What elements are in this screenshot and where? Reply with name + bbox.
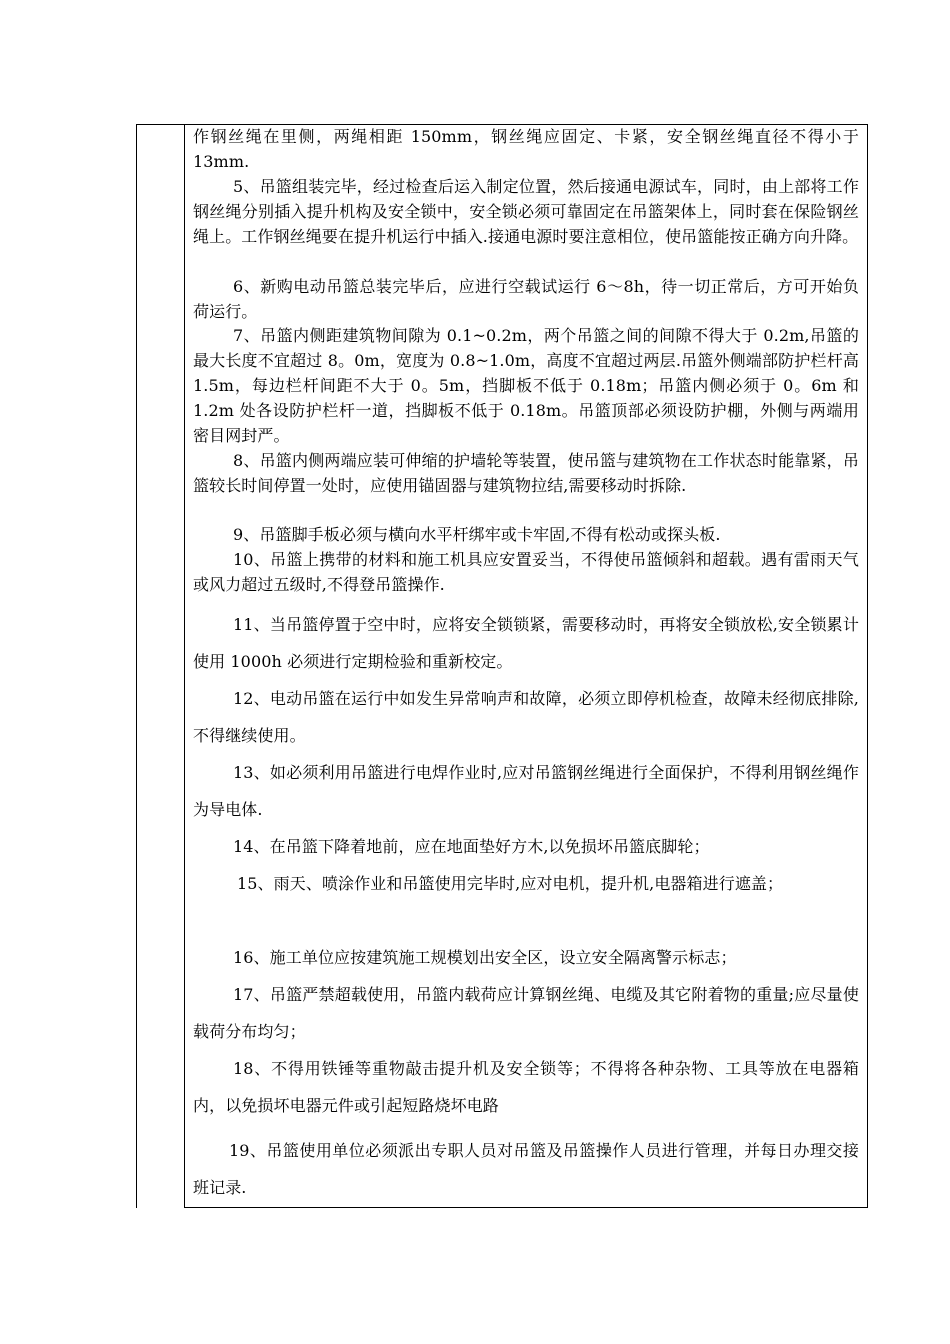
table-bottom-border <box>184 1207 868 1208</box>
paragraph-item-9: 9、吊篮脚手板必须与横向水平杆绑牢或卡牢固,不得有松动或探头板. <box>233 525 721 544</box>
paragraph-item-10: 10、吊篮上携带的材料和施工机具应安置妥当，不得使吊篮倾斜和超载。遇有雷雨天气或风力超过五级时,不得登吊篮操作. <box>193 550 859 594</box>
paragraph-item-5: 5、吊篮组装完毕，经过检查后运入制定位置，然后接通电源试车，同时，由上部将工作钢丝绳分别插入提升机构及安全锁中，安全锁必须可靠固定在吊篮架体上，同时套在保险钢丝绳上。工作钢丝绳要在提升机运行中插入.接通电源时要注意相位，使吊篮能按正确方向升降。 <box>193 177 859 246</box>
paragraph-continuation: 作钢丝绳在里侧，两绳相距 150mm，钢丝绳应固定、卡紧，安全钢丝绳直径不得小于 13mm. <box>193 127 859 171</box>
paragraph-item-11: 11、当吊篮停置于空中时，应将安全锁锁紧，需要移动时，再将安全锁放松,安全锁累计使用 1000h 必须进行定期检验和重新校定。 <box>193 615 859 671</box>
document-table <box>136 124 868 1208</box>
paragraph-item-13: 13、如必须利用吊篮进行电焊作业时,应对吊篮钢丝绳进行全面保护，不得利用钢丝绳作为导电体. <box>193 763 859 819</box>
paragraph-item-12: 12、电动吊篮在运行中如发生异常响声和故障，必须立即停机检查，故障未经彻底排除,不得继续使用。 <box>193 689 859 745</box>
paragraph-item-18: 18、不得用铁锤等重物敲击提升机及安全锁等；不得将各种杂物、工具等放在电器箱内，以免损坏电器元件或引起短路烧坏电路 <box>193 1059 859 1115</box>
table-column-divider <box>184 124 185 1208</box>
paragraph-item-7: 7、吊篮内侧距建筑物间隙为 0.1~0.2m，两个吊篮之间的间隙不得大于 0.2m,吊篮的最大长度不宜超过 8。0m，宽度为 0.8~1.0m，高度不宜超过两层.吊篮外侧端部防护栏杆高 1.5m，每边栏杆间距不大于 0。5m，挡脚板不低于 0.18m；吊篮内侧必须于 0。6m 和 1.2m 处各设防护栏杆一道，挡脚板不低于 0.18m。吊篮顶部必须设防护棚，外侧与两端用密目网封严。 <box>193 326 859 445</box>
paragraph-item-16: 16、施工单位应按建筑施工规模划出安全区，设立安全隔离警示标志； <box>233 948 737 967</box>
paragraph-item-19: 19、吊篮使用单位必须派出专职人员对吊篮及吊篮操作人员进行管理，并每日办理交接班记录. <box>193 1141 859 1197</box>
paragraph-item-6: 6、新购电动吊篮总装完毕后，应进行空载试运行 6～8h，待一切正常后，方可开始负荷运行。 <box>193 277 859 321</box>
paragraph-item-8: 8、吊篮内侧两端应装可伸缩的护墙轮等装置，使吊篮与建筑物在工作状态时能靠紧，吊篮较长时间停置一处时，应使用锚固器与建筑物拉结,需要移动时拆除. <box>193 451 859 495</box>
paragraph-item-15: 15、雨天、喷涂作业和吊篮使用完毕时,应对电机，提升机,电器箱进行遮盖； <box>237 874 784 893</box>
paragraph-item-17: 17、吊篮严禁超载使用，吊篮内载荷应计算钢丝绳、电缆及其它附着物的重量;应尽量使载荷分布均匀； <box>193 985 859 1041</box>
table-right-border <box>867 124 868 1208</box>
table-left-border <box>136 124 137 1208</box>
paragraph-item-14: 14、在吊篮下降着地前，应在地面垫好方木,以免损坏吊篮底脚轮； <box>233 837 710 856</box>
